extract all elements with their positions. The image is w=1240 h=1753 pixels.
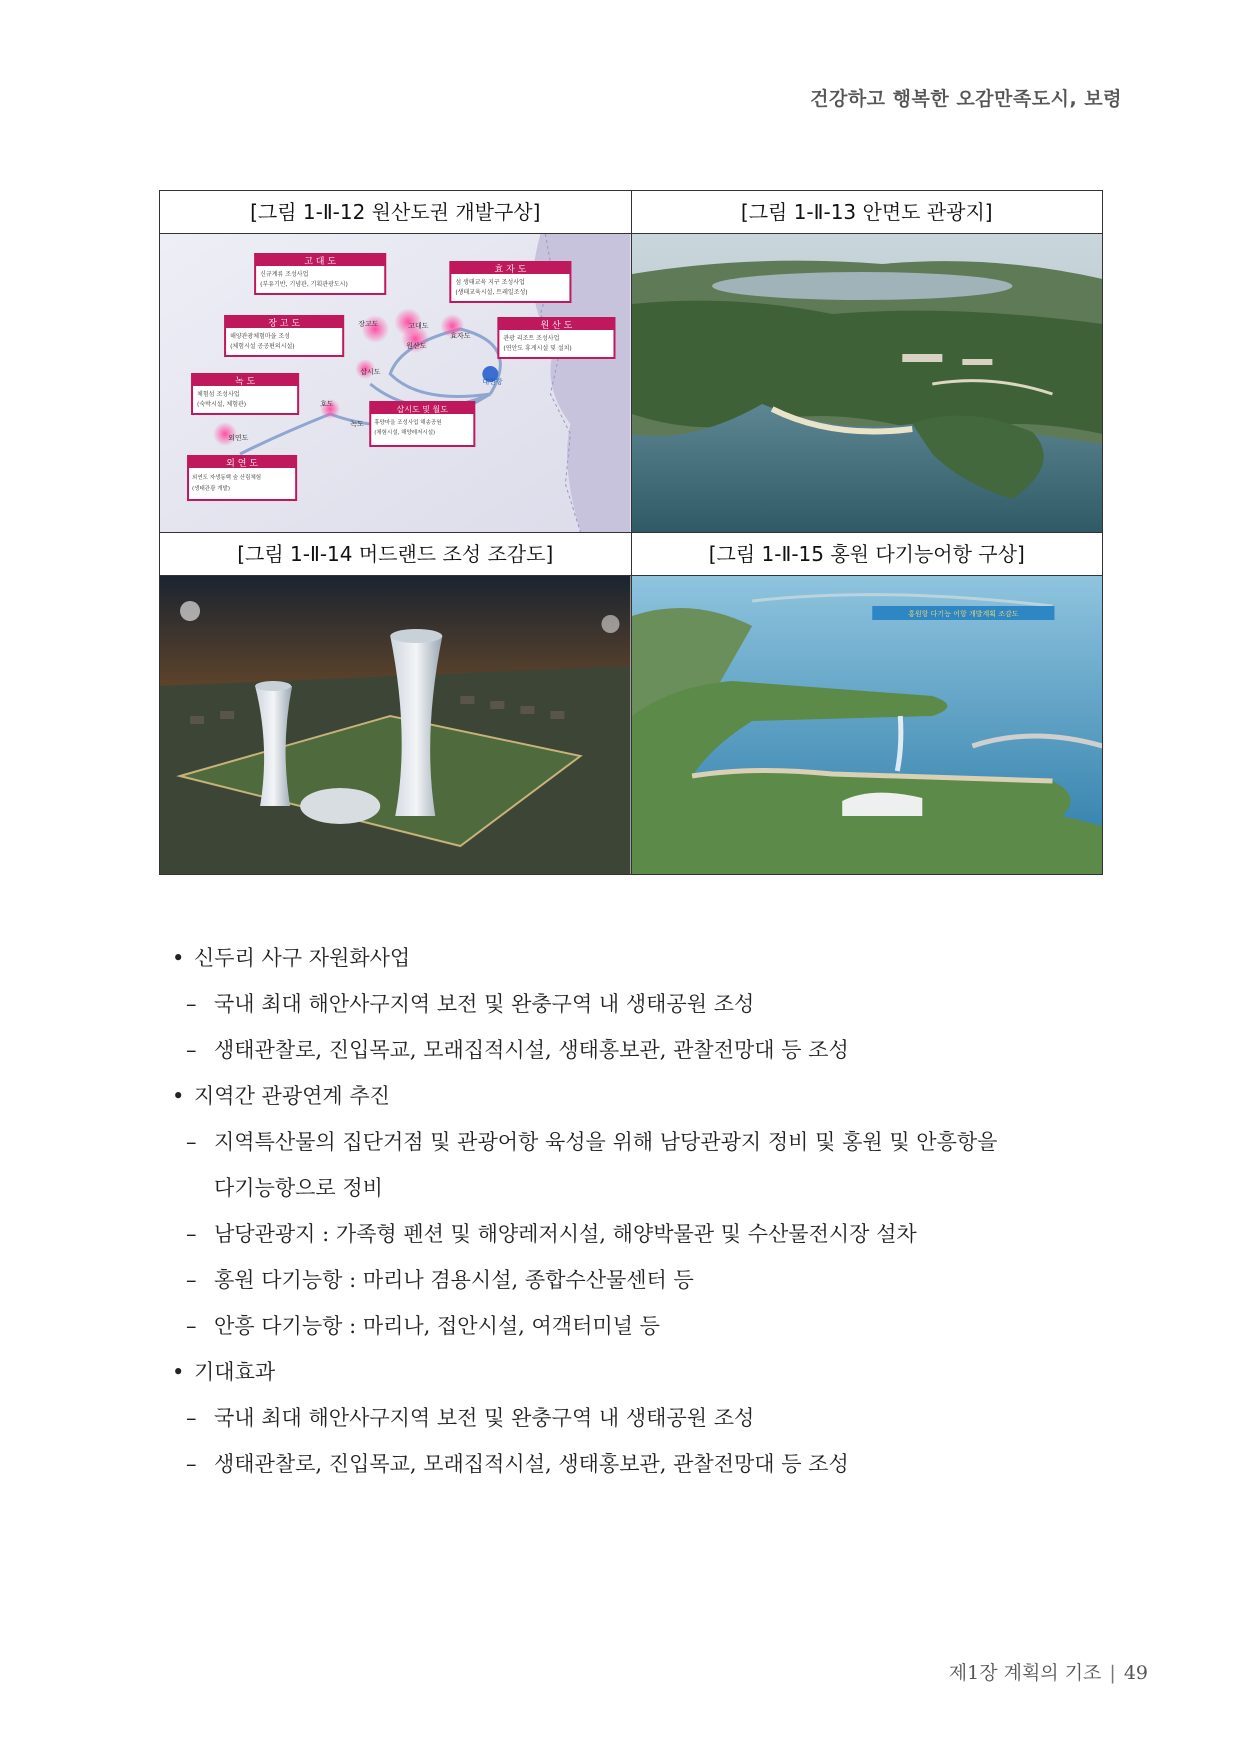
section-heading: • 신두리 사구 자원화사업: [172, 946, 411, 970]
body-text: [172, 935, 1132, 1487]
svg-text:삽시도: 삽시도: [360, 368, 381, 376]
figure-cell-1: [160, 191, 632, 533]
svg-text:체험섬 조성사업: 체험섬 조성사업: [197, 391, 240, 398]
godaedo-label: [255, 254, 385, 294]
figure-caption: [그림 1-Ⅱ-12 원산도권 개발구상]: [160, 191, 631, 234]
svg-text:(생태교육시설, 트레일조성): (생태교육시설, 트레일조성): [455, 289, 528, 296]
svg-text:장고도: 장고도: [358, 320, 379, 328]
svg-text:휴양마을 조성사업 해송공원: 휴양마을 조성사업 해송공원: [374, 420, 442, 426]
list-item: – 국내 최대 해안사구지역 보전 및 완충구역 내 생태공원 조성: [186, 992, 755, 1016]
harbor-banner-text: 홍원항 다기능 어항 개발계획 조감도: [907, 610, 1019, 618]
list-item: – 남당관광지 : 가족형 펜션 및 해양레저시설, 해양박물관 및 수산물전시장 설차: [186, 1222, 917, 1246]
svg-text:녹 도: 녹 도: [234, 377, 256, 387]
list-item: – 생태관찰로, 진입목교, 모래집적시설, 생태홍보관, 관찰전망대 등 조성: [186, 1452, 849, 1476]
svg-text:호도: 호도: [320, 400, 334, 408]
svg-text:(체험시설, 해양레저시설): (체험시설, 해양레저시설): [374, 430, 436, 436]
running-header: 건강하고 행복한 오감만족도시, 보령: [810, 88, 1122, 110]
svg-text:삽시도 및 월도: 삽시도 및 월도: [396, 405, 449, 414]
anmyeondo-aerial-photo: [632, 234, 1103, 532]
figure-cell-2: [631, 191, 1103, 533]
hyojado-label: [450, 262, 570, 302]
wonsando-label: [498, 318, 614, 358]
svg-text:효 자 도: 효 자 도: [494, 265, 527, 275]
figure-caption: [그림 1-Ⅱ-13 안면도 관광지]: [632, 191, 1103, 234]
page-number: 49: [1123, 1662, 1148, 1684]
page-footer: 제1장 계획의 기조 | 49: [948, 1662, 1148, 1684]
footer-chapter: 제1장 계획의 기조: [948, 1662, 1102, 1684]
figure-cell-3: [160, 533, 632, 875]
list-item: – 홍원 다기능항 : 마리나 겸용시설, 종합수산물센터 등: [186, 1268, 694, 1292]
svg-text:섬 생태교육 지구 조성사업: 섬 생태교육 지구 조성사업: [455, 279, 525, 286]
svg-text:관광 리조트 조성사업: 관광 리조트 조성사업: [503, 335, 560, 342]
island-development-map: [160, 234, 631, 532]
section-heading: • 기대효과: [172, 1360, 276, 1384]
svg-text:대천항: 대천항: [482, 378, 503, 386]
oeyeondo-label: [188, 456, 296, 500]
svg-text:신규계류 조성사업: 신규계류 조성사업: [260, 271, 309, 278]
svg-text:(부유기반, 기념관, 기획관광도시): (부유기반, 기념관, 기획관광도시): [260, 281, 348, 288]
svg-text:고 대 도: 고 대 도: [304, 257, 337, 267]
hongwon-harbor-rendering: [632, 576, 1103, 874]
sapsido-label: [370, 402, 474, 446]
svg-text:원 산 도: 원 산 도: [540, 321, 573, 331]
list-item: – 안흥 다기능항 : 마리나, 접안시설, 여객터미널 등: [186, 1314, 660, 1338]
figure-caption: [그림 1-Ⅱ-14 머드랜드 조성 조감도]: [160, 533, 631, 576]
section-heading: • 지역간 관광연계 추진: [172, 1084, 390, 1108]
list-item: – 지역특산물의 집단거점 및 관광어항 육성을 위해 남당관광지 정비 및 홍원 및 안흥항을: [186, 1130, 998, 1154]
svg-text:고대도: 고대도: [408, 322, 429, 330]
svg-text:(체험시설 공공편의시설): (체험시설 공공편의시설): [230, 343, 295, 350]
svg-text:외연도: 외연도: [228, 434, 249, 442]
list-item: – 국내 최대 해안사구지역 보전 및 완충구역 내 생태공원 조성: [186, 1406, 755, 1430]
nokdo-label: [192, 374, 298, 414]
list-item-continuation: 다기능항으로 정비: [214, 1176, 383, 1200]
figure-cell-4: [631, 533, 1103, 875]
figure-table: [159, 190, 1103, 875]
svg-text:(숙박시설, 체험관): (숙박시설, 체험관): [197, 401, 247, 408]
svg-text:장 고 도: 장 고 도: [268, 319, 301, 329]
svg-text:해양관광체험마을 조성: 해양관광체험마을 조성: [230, 333, 290, 340]
svg-text:(생태관광 개발): (생태관광 개발): [192, 486, 230, 492]
svg-text:녹도: 녹도: [350, 420, 364, 428]
list-item: – 생태관찰로, 진입목교, 모래집적시설, 생태홍보관, 관찰전망대 등 조성: [186, 1038, 849, 1062]
svg-text:외 연 도: 외 연 도: [226, 459, 259, 469]
figure-caption: [그림 1-Ⅱ-15 홍원 다기능어항 구상]: [632, 533, 1103, 576]
svg-text:효자도: 효자도: [450, 332, 471, 340]
svg-text:원산도: 원산도: [406, 342, 427, 350]
svg-text:(연안도 휴게시설 및 설치): (연안도 휴게시설 및 설치): [503, 345, 572, 352]
janggodo-label: [225, 316, 343, 356]
svg-text:외연도 자생동백 숲 산림체험: 외연도 자생동백 숲 산림체험: [192, 475, 262, 481]
mudland-towers-rendering: [160, 576, 631, 874]
